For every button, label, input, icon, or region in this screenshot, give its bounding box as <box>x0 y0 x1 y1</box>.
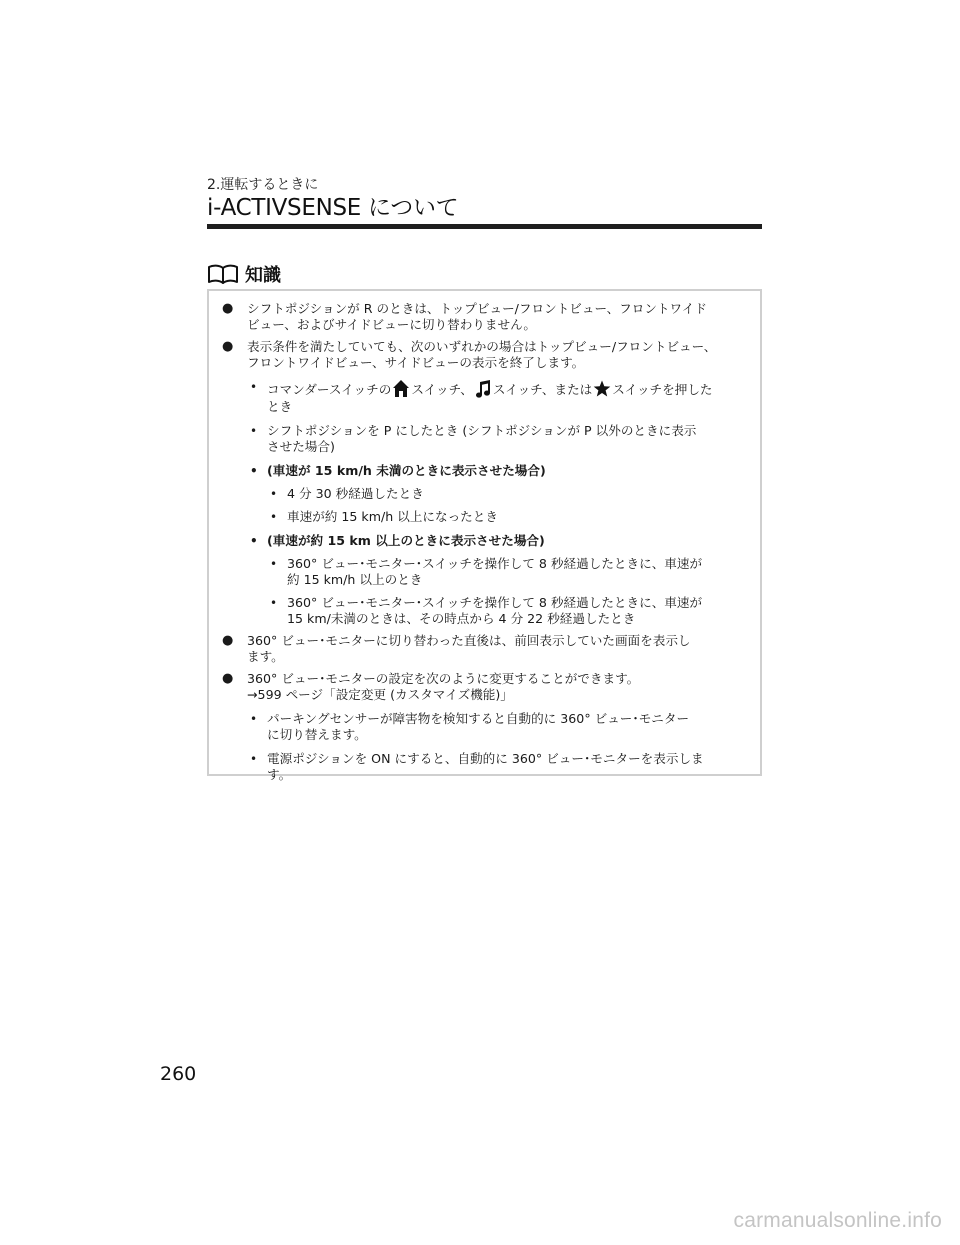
item-text: 表示条件を満たしていても、次のいずれかの場合はトップビュー/フロントビュー、 <box>247 339 717 354</box>
star-icon <box>593 379 611 399</box>
bullet: • <box>270 557 278 571</box>
list-item <box>217 633 748 665</box>
list-item <box>217 711 748 743</box>
list-item <box>217 751 748 783</box>
list-item <box>217 379 748 415</box>
page-header <box>207 177 762 229</box>
item-text: す。 <box>267 767 292 782</box>
item-text: シフトポジションを P にしたとき (シフトポジションが P 以外のときに表示 <box>267 423 697 438</box>
bullet: ● <box>222 633 234 648</box>
item-text: 電源ポジションを ON にすると、自動的に 360° ビュー･モニターを表示しま <box>267 751 704 766</box>
list-item <box>217 595 748 627</box>
item-text: 360° ビュー･モニターの設定を次のように変更することができます。 <box>247 671 640 686</box>
bullet: • <box>270 510 278 524</box>
subheading: (車速が約 15 km 以上のときに表示させた場合) <box>267 533 545 548</box>
page-number: 260 <box>160 1063 197 1085</box>
item-text: スイッチ、または <box>492 382 593 397</box>
bullet: • <box>270 596 278 610</box>
item-text: 360° ビュー･モニター･スイッチを操作して 8 秒経過したときに、車速が <box>287 595 703 610</box>
watermark: carmanualsonline.info <box>733 1209 942 1232</box>
bullet: ● <box>222 671 234 686</box>
section-label: 2.運転するときに <box>207 177 319 193</box>
bullet: • <box>250 380 258 394</box>
list-item <box>217 533 748 549</box>
page-reference-link[interactable]: →599 ページ「設定変更 (カスタマイズ機能)」 <box>247 687 513 702</box>
item-text: させた場合) <box>267 439 335 454</box>
item-text: コマンダースイッチの <box>267 382 392 397</box>
bullet: • <box>250 424 258 438</box>
bullet: • <box>250 712 258 726</box>
bullet: • <box>250 534 258 548</box>
item-text: 約 15 km/h 以上のとき <box>287 572 423 587</box>
item-text: フロントワイドビュー、サイドビューの表示を終了します。 <box>247 355 585 370</box>
knowledge-heading <box>207 262 281 286</box>
bullet: ● <box>222 301 234 316</box>
list-item <box>217 671 748 703</box>
bullet: • <box>250 752 258 766</box>
item-text: シフトポジションが R のときは、トップビュー/フロントビュー、フロントワイド <box>247 301 707 316</box>
item-text: に切り替えます。 <box>267 727 367 742</box>
item-text: 車速が約 15 km/h 以上になったとき <box>287 509 498 524</box>
list-item <box>217 509 748 525</box>
knowledge-box <box>207 289 762 782</box>
item-text: 360° ビュー･モニター･スイッチを操作して 8 秒経過したときに、車速が <box>287 556 703 571</box>
knowledge-title: 知識 <box>245 265 281 286</box>
open-book-icon <box>207 263 239 285</box>
home-icon <box>392 379 410 399</box>
list-item <box>217 463 748 479</box>
subheading: (車速が 15 km/h 未満のときに表示させた場合) <box>267 463 546 478</box>
item-text: スイッチ、 <box>411 382 473 397</box>
bullet: • <box>250 464 258 478</box>
page-title: i-ACTIVSENSE について <box>207 195 459 221</box>
list-item <box>217 556 748 588</box>
list-item <box>217 339 748 371</box>
list-item <box>217 301 748 333</box>
bullet: • <box>270 487 278 501</box>
title-rule <box>207 224 762 229</box>
item-text: 15 km/未満のときは、その時点から 4 分 22 秒経過したとき <box>287 611 636 626</box>
list-item <box>217 423 748 455</box>
item-text: とき <box>267 399 293 414</box>
item-text: 4 分 30 秒経過したとき <box>287 486 424 501</box>
item-text: スイッチを押した <box>612 382 713 397</box>
item-text: ます。 <box>247 649 284 664</box>
item-text: 360° ビュー･モニターに切り替わった直後は、前回表示していた画面を表示し <box>247 633 691 648</box>
music-note-icon <box>474 379 492 399</box>
bullet: ● <box>222 339 234 354</box>
list-item <box>217 486 748 502</box>
item-text: ビュー、およびサイドビューに切り替わりません。 <box>247 317 537 332</box>
item-text: パーキングセンサーが障害物を検知すると自動的に 360° ビュー･モニター <box>267 711 690 726</box>
